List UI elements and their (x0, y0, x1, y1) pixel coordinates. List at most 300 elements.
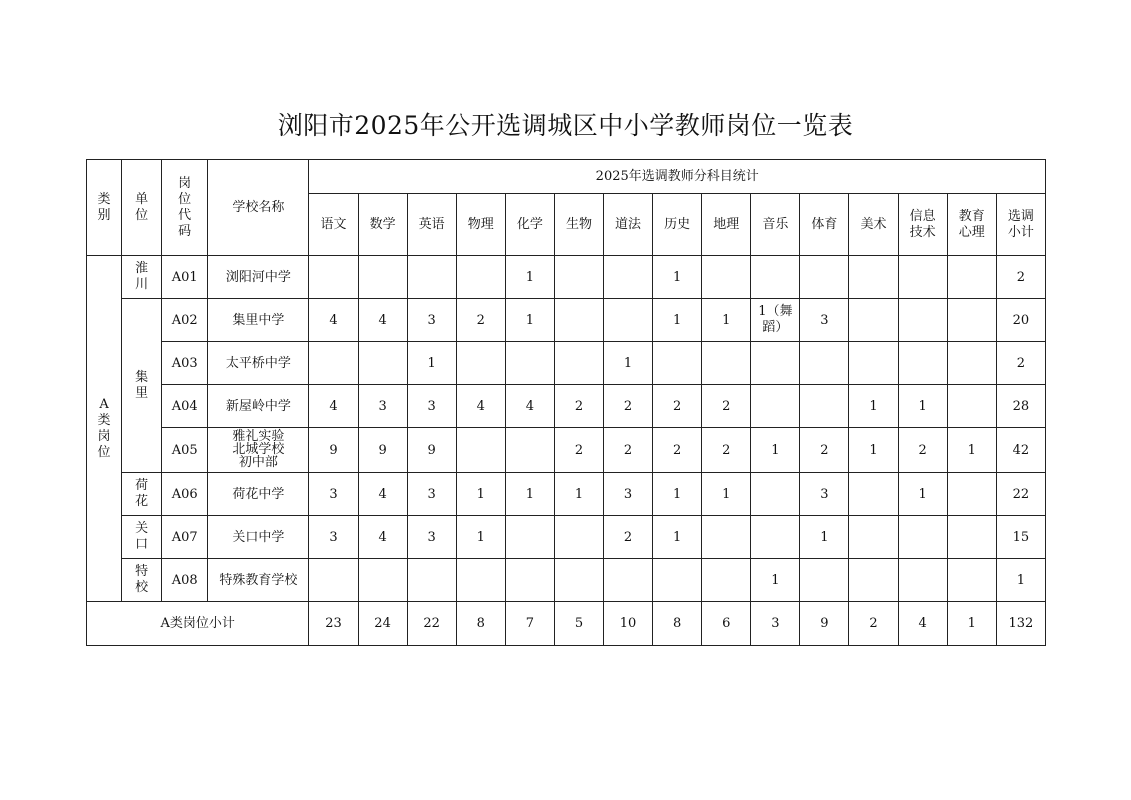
unit-cell (122, 256, 162, 299)
subject-header-text: 信息技术 (909, 208, 936, 240)
value-cell (751, 473, 800, 516)
value-cell (702, 299, 751, 342)
header-subject-group (309, 160, 1046, 194)
value-cell (849, 516, 898, 559)
value-cell (554, 516, 603, 559)
value-cell (505, 428, 554, 473)
unit-cell-text: 集里 (135, 369, 149, 401)
value-cell (407, 299, 456, 342)
value-cell-text: 2 (673, 442, 682, 458)
code-cell (162, 256, 208, 299)
subject-header (554, 194, 603, 256)
value-cell (358, 559, 407, 602)
table-row (87, 342, 1046, 385)
subject-header (898, 194, 947, 256)
value-cell-text: 1 (525, 312, 534, 328)
subject-header-text: 英语 (418, 216, 445, 232)
table-row (87, 516, 1046, 559)
positions-table (86, 159, 1046, 646)
value-cell (604, 256, 653, 299)
header-school (208, 160, 309, 256)
value-cell (653, 428, 702, 473)
subject-header-text: 道法 (615, 216, 642, 232)
total-value-cell-text: 4 (918, 616, 927, 631)
value-cell-text: 3 (329, 529, 338, 545)
school-cell-text: 特殊教育学校 (219, 572, 298, 588)
value-cell (898, 516, 947, 559)
value-cell (309, 256, 358, 299)
value-cell (309, 559, 358, 602)
subject-header (751, 194, 800, 256)
value-cell-text: 1 (476, 529, 485, 545)
value-cell (947, 299, 996, 342)
value-cell (456, 428, 505, 473)
value-cell (898, 559, 947, 602)
table-row (87, 473, 1046, 516)
value-cell (947, 559, 996, 602)
value-cell (898, 473, 947, 516)
school-cell-text: 浏阳河中学 (225, 269, 291, 285)
value-cell-text: 1 (574, 486, 584, 502)
value-cell (456, 299, 505, 342)
value-cell-text: 1 (820, 529, 829, 545)
value-cell (554, 428, 603, 473)
value-cell-text: 1 (918, 486, 927, 502)
value-cell (505, 342, 554, 385)
value-cell-text: 1 (673, 312, 682, 328)
school-cell (208, 516, 309, 559)
subject-header-text: 语文 (320, 216, 347, 232)
value-cell-text: 2 (1016, 269, 1026, 285)
value-cell (996, 559, 1045, 602)
value-cell-text: 15 (1012, 529, 1030, 545)
code-cell-text: A04 (171, 398, 198, 414)
total-value-cell (358, 602, 407, 646)
value-cell-text: 1 (722, 312, 731, 328)
value-cell (751, 516, 800, 559)
value-cell (849, 473, 898, 516)
value-cell (947, 428, 996, 473)
value-cell (849, 342, 898, 385)
code-cell (162, 516, 208, 559)
value-cell-text: 1 (869, 398, 878, 414)
unit-cell-text: 淮川 (135, 261, 149, 292)
header-unit (122, 160, 162, 256)
school-cell (208, 559, 309, 602)
code-cell-text: A07 (171, 529, 198, 545)
code-cell (162, 559, 208, 602)
value-cell-text: 3 (623, 486, 633, 502)
total-value-cell (653, 602, 702, 646)
value-cell (751, 299, 800, 342)
unit-cell-text: 荷花 (135, 478, 149, 509)
value-cell-text: 4 (378, 486, 387, 502)
total-value-cell-text: 8 (476, 616, 485, 631)
value-cell (653, 299, 702, 342)
total-value-cell-text: 22 (423, 616, 440, 631)
value-cell-text: 1 (525, 269, 534, 285)
total-value-cell (996, 602, 1045, 646)
subject-header (653, 194, 702, 256)
code-cell (162, 428, 208, 473)
total-value-cell (407, 602, 456, 646)
category-cell-text: A类岗位 (97, 396, 111, 460)
value-cell-text: 3 (329, 486, 338, 502)
total-value-cell (800, 602, 849, 646)
subject-header (505, 194, 554, 256)
value-cell (407, 516, 456, 559)
value-cell (309, 428, 358, 473)
school-cell-text: 荷花中学 (232, 486, 285, 502)
value-cell (604, 516, 653, 559)
subject-header-text: 音乐 (762, 216, 789, 232)
value-cell (604, 385, 653, 428)
total-value-cell (751, 602, 800, 646)
value-cell-text: 1 (869, 442, 878, 458)
value-cell (604, 559, 653, 602)
value-cell-text: 1 (1016, 572, 1026, 588)
code-cell-text: A06 (171, 486, 198, 502)
value-cell-text: 9 (427, 442, 436, 458)
value-cell-text: 3 (427, 398, 436, 414)
school-cell (208, 299, 309, 342)
value-cell (702, 342, 751, 385)
subject-header-text: 化学 (516, 216, 543, 232)
value-cell-text: 4 (378, 529, 387, 545)
code-cell-text: A03 (171, 355, 198, 371)
value-cell (947, 516, 996, 559)
value-cell-text: 1 (673, 269, 682, 285)
value-cell-text: 1 (771, 572, 780, 588)
value-cell (800, 473, 849, 516)
value-cell-text: 1 (722, 486, 731, 502)
value-cell-text: 9 (378, 442, 387, 458)
subject-header (407, 194, 456, 256)
value-cell-text: 2 (623, 398, 633, 414)
subject-header-text: 体育 (811, 216, 838, 232)
total-value-cell-text: 3 (771, 616, 780, 631)
total-value-cell (554, 602, 603, 646)
value-cell-text: 3 (378, 398, 387, 414)
value-cell (505, 299, 554, 342)
value-cell (702, 385, 751, 428)
value-cell (604, 342, 653, 385)
school-cell-text: 太平桥中学 (225, 355, 291, 371)
school-cell-text: 新屋岭中学 (225, 398, 291, 414)
value-cell (898, 299, 947, 342)
header-category (87, 160, 122, 256)
value-cell (849, 385, 898, 428)
total-value-cell-text: 8 (673, 616, 682, 631)
school-cell-text: 集里中学 (232, 312, 285, 328)
value-cell (947, 342, 996, 385)
value-cell-text: 4 (378, 312, 387, 328)
value-cell (898, 385, 947, 428)
value-cell-text: 20 (1012, 312, 1030, 328)
value-cell-text: 4 (476, 398, 485, 414)
value-cell (604, 473, 653, 516)
value-cell (456, 516, 505, 559)
value-cell-text: 4 (329, 312, 338, 328)
value-cell (751, 428, 800, 473)
school-cell-text: 关口中学 (232, 529, 285, 545)
value-cell-text: 4 (329, 398, 338, 414)
value-cell (309, 385, 358, 428)
value-cell-text: 1 (967, 442, 976, 458)
value-cell-text: 42 (1012, 442, 1030, 458)
code-cell (162, 342, 208, 385)
total-value-cell (849, 602, 898, 646)
value-cell (849, 428, 898, 473)
value-cell (702, 473, 751, 516)
value-cell (996, 342, 1045, 385)
value-cell-text: 2 (722, 442, 731, 458)
header-school-text: 学校名称 (232, 200, 285, 215)
code-cell-text: A02 (171, 312, 198, 328)
subject-header (947, 194, 996, 256)
total-label (87, 602, 309, 646)
header-row (87, 160, 1046, 194)
value-cell (996, 473, 1045, 516)
value-cell (358, 256, 407, 299)
total-value-cell-text: 5 (574, 616, 584, 631)
subject-header-text: 教育心理 (958, 208, 985, 240)
value-cell (653, 559, 702, 602)
subject-header (604, 194, 653, 256)
value-cell-text: 2 (623, 529, 633, 545)
value-cell-text: 2 (476, 312, 485, 328)
value-cell (554, 299, 603, 342)
code-cell-text: A01 (171, 269, 198, 285)
subject-header-text: 美术 (860, 216, 887, 232)
value-cell (849, 256, 898, 299)
unit-cell-text: 特校 (135, 564, 149, 595)
code-cell (162, 299, 208, 342)
value-cell (800, 516, 849, 559)
value-cell (898, 256, 947, 299)
value-cell-text: 2 (722, 398, 731, 414)
value-cell (554, 559, 603, 602)
total-value-cell-text: 23 (325, 616, 342, 631)
value-cell (358, 342, 407, 385)
total-label-text: A类岗位小计 (160, 616, 235, 631)
value-cell-text: 28 (1012, 398, 1030, 414)
school-cell (208, 385, 309, 428)
value-cell (947, 385, 996, 428)
value-cell-text: 1 (673, 486, 682, 502)
value-cell (800, 299, 849, 342)
value-cell-text: 3 (820, 312, 829, 328)
school-cell (208, 256, 309, 299)
subject-header (996, 194, 1045, 256)
subject-header-text: 物理 (467, 216, 494, 232)
value-cell (702, 516, 751, 559)
total-value-cell-text: 2 (869, 616, 878, 631)
value-cell-text: 2 (820, 442, 829, 458)
value-cell (358, 299, 407, 342)
code-cell-text: A05 (171, 442, 198, 458)
value-cell (456, 385, 505, 428)
value-cell-text: 2 (574, 398, 584, 414)
value-cell (505, 516, 554, 559)
value-cell (407, 342, 456, 385)
value-cell (554, 473, 603, 516)
unit-cell (122, 473, 162, 516)
value-cell (849, 559, 898, 602)
total-value-cell-text: 9 (820, 616, 829, 631)
value-cell (653, 256, 702, 299)
subject-header (849, 194, 898, 256)
subject-header-text: 地理 (713, 216, 740, 232)
value-cell (996, 385, 1045, 428)
total-value-cell-text: 24 (374, 616, 391, 631)
header-code-text: 岗位代码 (178, 175, 192, 239)
unit-cell-text: 关口 (135, 521, 149, 552)
value-cell (702, 428, 751, 473)
value-cell-text: 9 (329, 442, 338, 458)
value-cell (456, 473, 505, 516)
value-cell-text: 3 (427, 486, 436, 502)
value-cell (456, 342, 505, 385)
subject-header-text: 数学 (369, 216, 396, 232)
value-cell (309, 299, 358, 342)
category-cell (87, 256, 122, 602)
value-cell (554, 256, 603, 299)
value-cell (898, 428, 947, 473)
value-cell-text: 1 (525, 486, 534, 502)
value-cell-text: 1（舞蹈） (758, 304, 793, 335)
value-cell-text: 4 (525, 398, 534, 414)
value-cell (456, 559, 505, 602)
subject-header (702, 194, 751, 256)
code-cell (162, 385, 208, 428)
value-cell (505, 473, 554, 516)
unit-cell (122, 559, 162, 602)
unit-cell (122, 299, 162, 473)
table-row (87, 385, 1046, 428)
value-cell (996, 428, 1045, 473)
subject-header-text: 生物 (565, 216, 592, 232)
total-value-cell-text: 10 (619, 616, 637, 631)
value-cell (505, 256, 554, 299)
school-cell (208, 473, 309, 516)
total-value-cell-text: 7 (525, 616, 534, 631)
value-cell-text: 1 (771, 442, 780, 458)
subject-header-text: 选调小计 (1007, 208, 1034, 240)
value-cell (407, 256, 456, 299)
total-value-cell (702, 602, 751, 646)
value-cell-text: 3 (427, 312, 436, 328)
value-cell (800, 256, 849, 299)
value-cell (309, 342, 358, 385)
header-category-text: 类别 (97, 191, 111, 223)
subject-header (309, 194, 358, 256)
total-value-cell (898, 602, 947, 646)
value-cell (702, 559, 751, 602)
value-cell (653, 342, 702, 385)
total-value-cell-text: 132 (1008, 616, 1034, 631)
value-cell (800, 428, 849, 473)
subject-header (800, 194, 849, 256)
value-cell (751, 342, 800, 385)
value-cell-text: 2 (574, 442, 584, 458)
header-code (162, 160, 208, 256)
value-cell (358, 516, 407, 559)
unit-cell (122, 516, 162, 559)
subject-header (358, 194, 407, 256)
value-cell (996, 516, 1045, 559)
value-cell-text: 2 (918, 442, 927, 458)
table-row (87, 559, 1046, 602)
school-cell (208, 428, 309, 473)
value-cell (358, 428, 407, 473)
value-cell-text: 1 (918, 398, 927, 414)
value-cell (358, 473, 407, 516)
value-cell-text: 2 (623, 442, 633, 458)
total-value-cell (309, 602, 358, 646)
total-value-cell (505, 602, 554, 646)
value-cell (358, 385, 407, 428)
value-cell (996, 299, 1045, 342)
subject-header-text: 历史 (664, 216, 691, 232)
value-cell (702, 256, 751, 299)
code-cell (162, 473, 208, 516)
table-row (87, 299, 1046, 342)
value-cell-text: 2 (673, 398, 682, 414)
value-cell (800, 559, 849, 602)
school-cell-text: 雅礼实验北城学校初中部 (232, 429, 285, 470)
value-cell (505, 385, 554, 428)
header-unit-text: 单位 (135, 191, 149, 223)
value-cell-text: 22 (1012, 486, 1030, 502)
total-row (87, 602, 1046, 646)
value-cell-text: 3 (820, 486, 829, 502)
code-cell-text: A08 (171, 572, 198, 588)
total-value-cell-text: 6 (722, 616, 731, 631)
value-cell-text: 1 (623, 355, 633, 371)
table-row (87, 428, 1046, 473)
value-cell (800, 385, 849, 428)
value-cell (407, 385, 456, 428)
value-cell (898, 342, 947, 385)
value-cell (751, 385, 800, 428)
value-cell (604, 428, 653, 473)
value-cell (653, 516, 702, 559)
value-cell-text: 1 (427, 355, 436, 371)
value-cell (751, 559, 800, 602)
value-cell (653, 473, 702, 516)
value-cell (947, 256, 996, 299)
value-cell (309, 516, 358, 559)
value-cell (604, 299, 653, 342)
table-row (87, 256, 1046, 299)
value-cell-text: 1 (476, 486, 485, 502)
value-cell (849, 299, 898, 342)
total-value-cell (947, 602, 996, 646)
total-value-cell-text: 1 (967, 616, 976, 631)
value-cell (800, 342, 849, 385)
total-value-cell (604, 602, 653, 646)
value-cell (407, 559, 456, 602)
value-cell-text: 3 (427, 529, 436, 545)
value-cell (653, 385, 702, 428)
value-cell (947, 473, 996, 516)
value-cell (309, 473, 358, 516)
value-cell (407, 473, 456, 516)
value-cell-text: 1 (673, 529, 682, 545)
value-cell (554, 342, 603, 385)
value-cell (554, 385, 603, 428)
